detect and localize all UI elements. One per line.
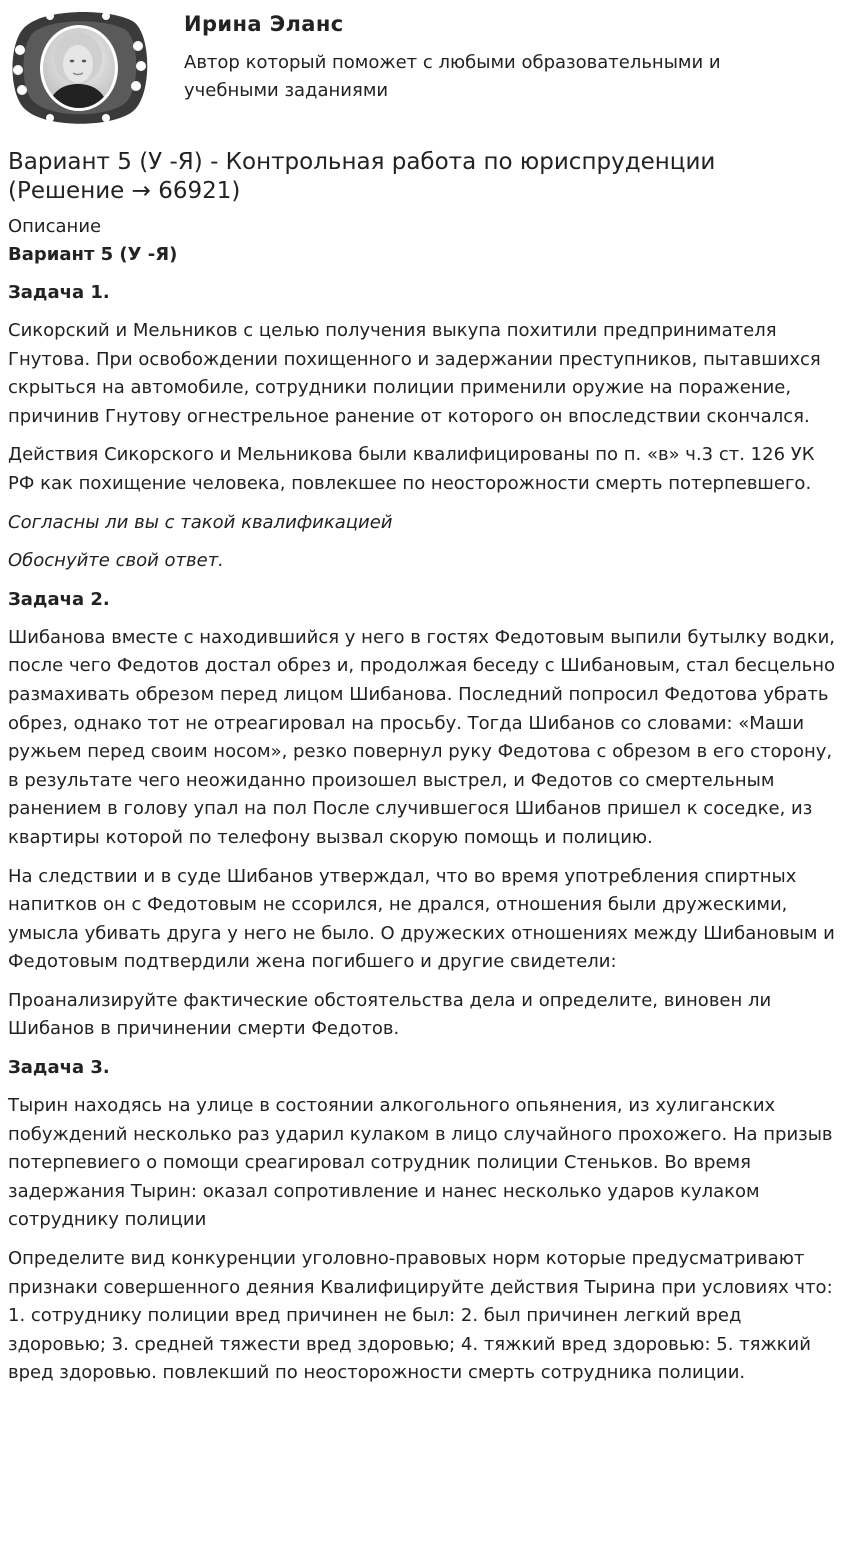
- author-name: Ирина Эланс: [184, 12, 344, 36]
- task-2: [8, 586, 838, 1044]
- variant-heading: Вариант 5 (У -Я): [8, 244, 178, 265]
- author-description: Автор который поможет с любыми образовательными и учебными заданиями: [184, 52, 721, 101]
- task-question: Обоснуйте свой ответ.: [8, 550, 224, 572]
- task-paragraph: Определите вид конкуренции уголовно-правовых норм которые предусматривают признаки совершенного деяния Квалифицируйте действия Тырина при условиях что: 1. сотруднику полиции вред причинен не был: 2. был причинен легкий вред здоровью; 3. средней тяжести вред здоровью; 4. тяжкий вред здоровью: 5. тяжкий вред здоровью. повлекший по неосторожности смерть сотрудника полиции.: [8, 1248, 833, 1384]
- author-avatar: [6, 6, 152, 128]
- task-paragraph: Шибанова вместе с находившийся у него в гостях Федотовым выпили бутылку водки, после чего Федотов достал обрез и, продолжая беседу с Шибановым, стал бесцельно размахивать обрезом перед лицом Шибанова. Последний попросил Федотова убрать обрез, однако тот не отреагировал на просьбу. Тогда Шибанов со словами: «Маши ружьем перед своим носом», резко повернул руку Федотова с обрезом в его сторону, в результате чего неожиданно произошел выстрел, и Федотов со смертельным ранением в голову упал на пол После случившегося Шибанов пришел к соседке, из квартиры которой по телефону вызвал скорую помощь и полицию.: [8, 626, 836, 848]
- description-label: Описание: [8, 216, 102, 237]
- task-1: [8, 279, 838, 576]
- task-paragraph: Сикорский и Мельников с целью получения выкупа похитили предпринимателя Гнутова. При освобождении похищенного и задержании преступников, пытавшихся скрыться на автомобиле, сотрудники полиции применили оружие на поражение, причинив Гнутову огнестрельное ранение от которого он впоследствии скончался.: [8, 320, 821, 427]
- task-title: Задача 3.: [8, 1057, 110, 1079]
- task-question: Согласны ли вы с такой квалификацией: [8, 511, 393, 533]
- task-paragraph: Тырин находясь на улице в состоянии алкогольного опьянения, из хулиганских побуждений несколько раз ударил кулаком в лицо случайного прохожего. На призыв потерпевиего о помощи среагировал сотрудник полиции Стеньков. Во время задержания Тырин: оказал сопротивление и нанес несколько ударов кулаком сотруднику полиции: [8, 1095, 833, 1231]
- task-paragraph: Проанализируйте фактические обстоятельства дела и определите, виновен ли Шибанов в причинении смерти Федотов.: [8, 989, 772, 1040]
- author-header: [0, 0, 847, 135]
- document-content: [8, 148, 838, 1398]
- task-paragraph: На следствии и в суде Шибанов утверждал, что во время употребления спиртных напитков он с Федотовым не ссорился, не дрался, отношения были дружескими, умысла убивать друга у него не было. О дружеских отношениях между Шибановым и Федотовым подтвердили жена погибшего и другие свидетели:: [8, 865, 835, 973]
- task-title: Задача 1.: [8, 282, 110, 303]
- task-paragraph: Действия Сикорского и Мельникова были квалифицированы по п. «в» ч.3 ст. 126 УК РФ как похищение человека, повлекшее по неосторожности смерть потерпевшего.: [8, 444, 815, 494]
- film-reel-avatar-frame: [6, 6, 152, 128]
- task-3: [8, 1054, 838, 1388]
- document-title: Вариант 5 (У -Я) - Контрольная работа по юриспруденции (Решение → 66921): [8, 149, 716, 204]
- task-title: Задача 2.: [8, 588, 110, 610]
